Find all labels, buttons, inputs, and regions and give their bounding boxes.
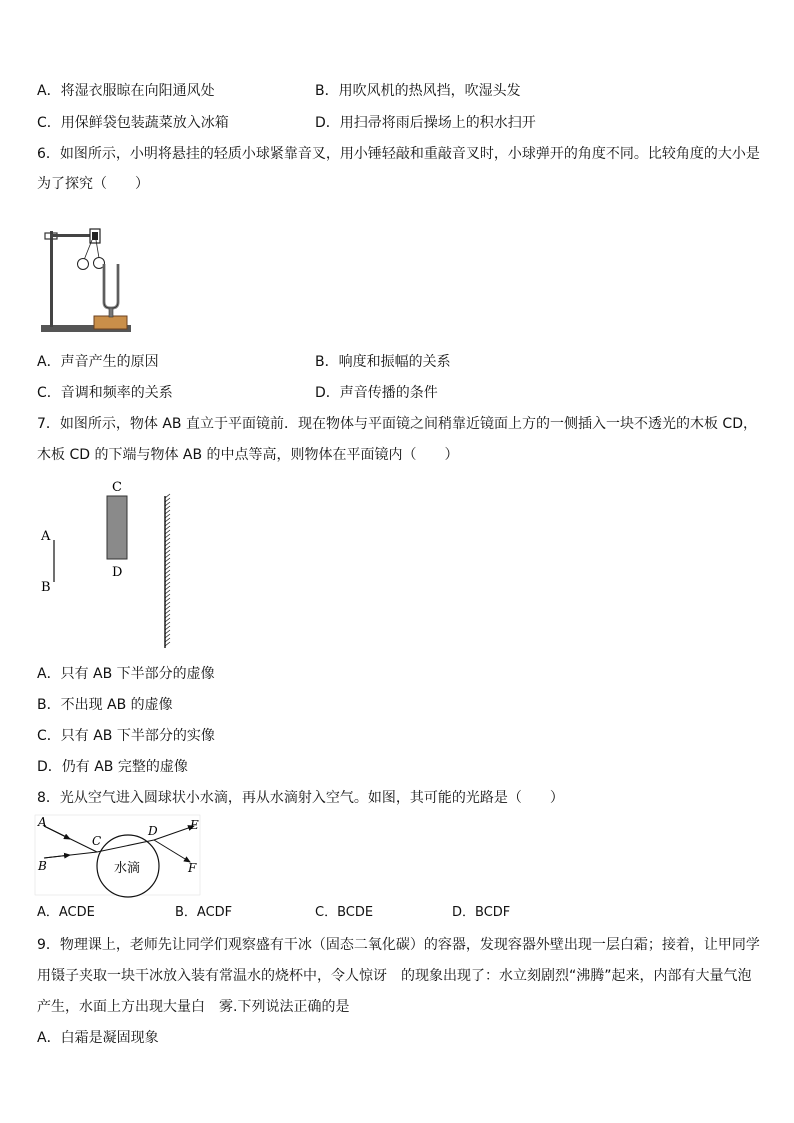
label-b: B: [41, 580, 51, 595]
q8-option-a: A．ACDE: [37, 905, 95, 920]
board-cd: [107, 496, 127, 559]
ball-left: [78, 259, 89, 270]
resonance-box: [94, 316, 127, 329]
water-drop-figure: [34, 814, 206, 898]
q6-option-d: D．声音传播的条件: [315, 385, 438, 401]
mirror-figure: [35, 476, 180, 651]
q6-option-c: C．音调和频率的关系: [37, 385, 173, 401]
q8-option-b: B．ACDF: [175, 905, 233, 920]
q8-option-d: D．BCDF: [452, 905, 511, 920]
q9-stem-line1: 9．物理课上，老师先让同学们观察盛有干冰（固态二氧化碳）的容器，发现容器外壁出现一层白霜；接着，让甲同学: [37, 937, 760, 953]
label-c: C: [92, 834, 102, 848]
q6-option-b: B．响度和振幅的关系: [315, 354, 451, 370]
q7-stem-line1: 7．如图所示，物体 AB 直立于平面镜前．现在物体与平面镜之间稍靠近镜面上方的一侧插入一块不透光的木板 CD，: [37, 416, 757, 432]
ray-de: [154, 826, 194, 840]
q6-stem-line2: 为了探究（ ）: [37, 176, 149, 192]
plane-mirror: [165, 494, 170, 648]
q9-option-a: A．白霜是凝固现象: [37, 1030, 159, 1046]
ray-df: [154, 840, 190, 862]
q8-stem: 8．光从空气进入圆球状小水滴，再从水滴射入空气。如图，其可能的光路是（ ）: [37, 790, 564, 806]
q8-option-c: C．BCDE: [315, 905, 374, 920]
label-b: B: [38, 859, 47, 873]
tuning-fork-figure: [38, 202, 138, 337]
label-a: A: [41, 529, 51, 544]
label-f: F: [188, 861, 197, 875]
label-a: A: [38, 815, 47, 829]
water-drop-label: 水滴: [114, 861, 141, 876]
q7-option-c: C．只有 AB 下半部分的实像: [37, 728, 215, 744]
label-d: D: [112, 565, 123, 580]
q7-option-b: B．不出现 AB 的虚像: [37, 697, 173, 713]
q5-option-c: C．用保鲜袋包装蔬菜放入冰箱: [37, 115, 229, 131]
q6-stem-line1: 6．如图所示，小明将悬挂的轻质小球紧靠音叉，用小锤轻敲和重敲音叉时，小球弹开的角度不同。比较角度的大小是: [37, 146, 760, 162]
q7-stem-line2: 木板 CD 的下端与物体 AB 的中点等高，则物体在平面镜内（ ）: [37, 447, 459, 463]
q7-option-a: A．只有 AB 下半部分的虚像: [37, 666, 215, 682]
string-1: [84, 240, 92, 260]
label-e: E: [190, 818, 199, 832]
q5-option-d: D．用扫帚将雨后操场上的积水扫开: [315, 115, 536, 131]
label-c: C: [112, 480, 122, 495]
q9-stem-line2: 用镊子夹取一块干冰放入装有常温水的烧杯中，令人惊讶 的现象出现了：水立刻剧烈“沸腾”起来，内部有大量气泡: [37, 968, 752, 984]
q9-stem-line3: 产生，水面上方出现大量白 雾.下列说法正确的是: [37, 999, 350, 1015]
q6-option-a: A．声音产生的原因: [37, 354, 159, 370]
stand-pole: [50, 231, 53, 327]
q5-option-a: A．将湿衣服晾在向阳通风处: [37, 83, 215, 99]
q7-option-d: D．仍有 AB 完整的虚像: [37, 759, 188, 775]
tuning-fork: [104, 264, 118, 317]
label-d: D: [148, 824, 158, 838]
q5-option-b: B．用吹风机的热风挡，吹湿头发: [315, 83, 521, 99]
